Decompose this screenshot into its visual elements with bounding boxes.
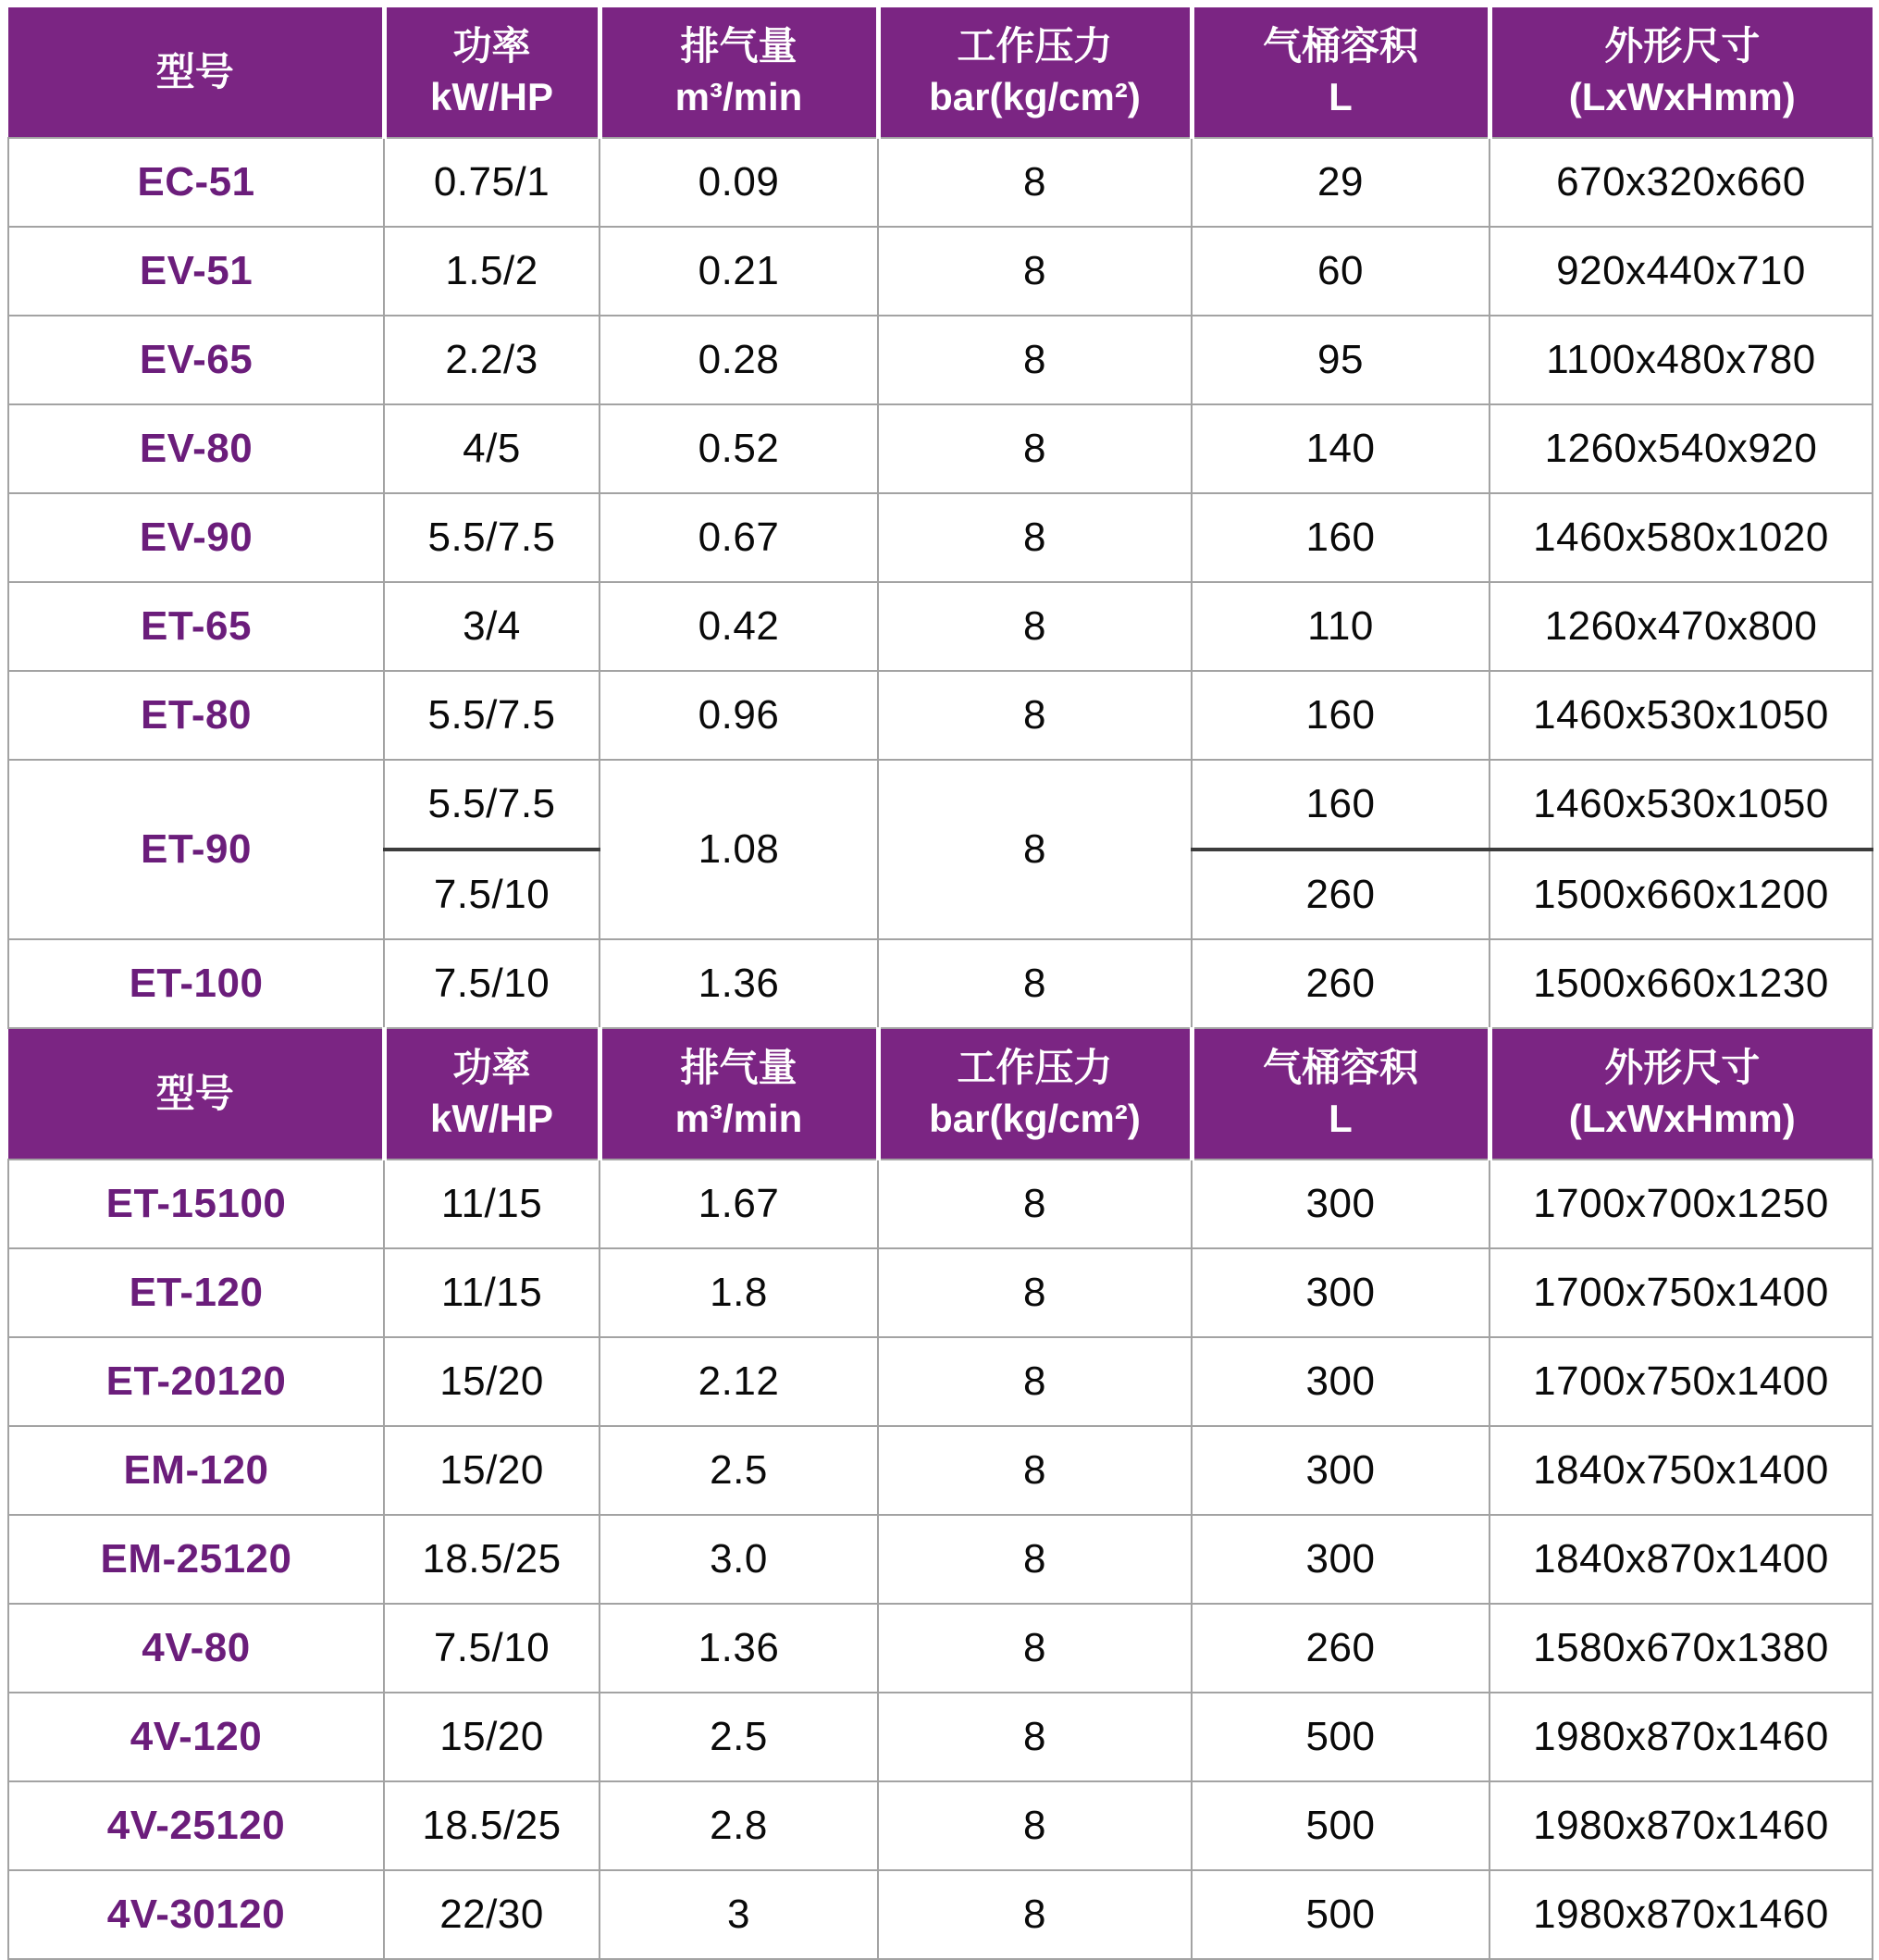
table-row [8, 227, 1873, 316]
header-cell-dimensions [1490, 7, 1873, 138]
model-cell: ET-100 [8, 939, 384, 1028]
header-label: 排气量 [680, 1046, 797, 1090]
displacement-cell: 1.8 [600, 1248, 878, 1337]
table-row [8, 1515, 1873, 1604]
header-cell-dimensions [1490, 1028, 1873, 1160]
header-unit: kW/HP [429, 1097, 553, 1140]
pressure-cell: 8 [878, 671, 1192, 760]
tank-cell: 95 [1192, 316, 1490, 404]
pressure-cell: 8 [878, 138, 1192, 227]
dimensions-cell: 1700x700x1250 [1490, 1160, 1873, 1248]
tank-cell: 160 [1192, 493, 1490, 582]
power-cell: 7.5/10 [384, 1604, 600, 1693]
dimensions-cell: 1580x670x1380 [1490, 1604, 1873, 1693]
model-cell: ET-80 [8, 671, 384, 760]
dimensions-cell: 1260x540x920 [1490, 404, 1873, 493]
pressure-cell: 8 [878, 1604, 1192, 1693]
tank-cell: 140 [1192, 404, 1490, 493]
pressure-cell: 8 [878, 1160, 1192, 1248]
pressure-cell: 8 [878, 316, 1192, 404]
displacement-cell: 0.96 [600, 671, 878, 760]
dimensions-cell: 1840x870x1400 [1490, 1515, 1873, 1604]
header-label: 气桶容积 [1262, 24, 1418, 68]
pressure-cell: 8 [878, 1693, 1192, 1781]
dimensions-cell: 1100x480x780 [1490, 316, 1873, 404]
table-row [8, 1870, 1873, 1959]
tank-cell: 300 [1192, 1160, 1490, 1248]
pressure-cell: 8 [878, 582, 1192, 671]
displacement-cell: 2.5 [600, 1426, 878, 1515]
power-cell: 7.5/10 [384, 939, 600, 1028]
pressure-cell: 8 [878, 939, 1192, 1028]
spec-table [7, 7, 1873, 1960]
displacement-cell: 1.36 [600, 1604, 878, 1693]
header-label: 外形尺寸 [1604, 1046, 1761, 1090]
model-cell: ET-120 [8, 1248, 384, 1337]
displacement-cell: 1.08 [600, 760, 878, 939]
header-unit: kW/HP [429, 75, 553, 118]
displacement-cell: 1.67 [600, 1160, 878, 1248]
header-row [8, 7, 1873, 138]
header-cell-tank [1192, 7, 1490, 138]
table-row [8, 1426, 1873, 1515]
header-unit: bar(kg/cm²) [929, 1097, 1141, 1140]
dimensions-cell: 1840x750x1400 [1490, 1426, 1873, 1515]
tank-cell: 300 [1192, 1515, 1490, 1604]
table-row [8, 582, 1873, 671]
header-label: 功率 [452, 24, 531, 68]
model-cell: EM-25120 [8, 1515, 384, 1604]
header-label: 工作压力 [957, 24, 1113, 68]
header-cell-tank [1192, 1028, 1490, 1160]
model-cell: EV-80 [8, 404, 384, 493]
dimensions-cell: 670x320x660 [1490, 138, 1873, 227]
dimensions-cell: 1260x470x800 [1490, 582, 1873, 671]
model-cell: 4V-25120 [8, 1781, 384, 1870]
model-cell: 4V-30120 [8, 1870, 384, 1959]
pressure-cell: 8 [878, 493, 1192, 582]
displacement-cell: 0.21 [600, 227, 878, 316]
tank-cell: 500 [1192, 1693, 1490, 1781]
header-unit: bar(kg/cm²) [929, 75, 1141, 118]
dimensions-cell: 1500x660x1230 [1490, 939, 1873, 1028]
power-cell: 0.75/1 [384, 138, 600, 227]
displacement-cell: 0.52 [600, 404, 878, 493]
power-cell: 18.5/25 [384, 1781, 600, 1870]
table-row [8, 493, 1873, 582]
header-unit: L [1329, 75, 1353, 118]
table-row [8, 760, 1873, 850]
power-cell: 15/20 [384, 1426, 600, 1515]
model-cell: ET-20120 [8, 1337, 384, 1426]
model-cell: EV-90 [8, 493, 384, 582]
model-cell: 4V-80 [8, 1604, 384, 1693]
tank-cell: 500 [1192, 1870, 1490, 1959]
tank-cell: 60 [1192, 227, 1490, 316]
dimensions-cell: 1980x870x1460 [1490, 1693, 1873, 1781]
tank-cell: 260 [1192, 850, 1490, 939]
table-row [8, 1781, 1873, 1870]
header-unit: (LxWxHmm) [1568, 75, 1796, 118]
model-cell: ET-15100 [8, 1160, 384, 1248]
displacement-cell: 0.67 [600, 493, 878, 582]
pressure-cell: 8 [878, 404, 1192, 493]
model-cell: 4V-120 [8, 1693, 384, 1781]
header-label: 工作压力 [957, 1046, 1113, 1090]
pressure-cell: 8 [878, 1337, 1192, 1426]
header-label: 气桶容积 [1262, 1046, 1418, 1090]
displacement-cell: 1.36 [600, 939, 878, 1028]
tank-cell: 500 [1192, 1781, 1490, 1870]
power-cell: 11/15 [384, 1160, 600, 1248]
pressure-cell: 8 [878, 760, 1192, 939]
header-cell-power [384, 7, 600, 138]
header-cell-power [384, 1028, 600, 1160]
power-cell: 11/15 [384, 1248, 600, 1337]
header-cell-displacement [600, 1028, 878, 1160]
model-cell: EC-51 [8, 138, 384, 227]
displacement-cell: 0.42 [600, 582, 878, 671]
displacement-cell: 0.28 [600, 316, 878, 404]
power-cell: 5.5/7.5 [384, 671, 600, 760]
header-label: 外形尺寸 [1604, 24, 1761, 68]
power-cell: 3/4 [384, 582, 600, 671]
displacement-cell: 2.8 [600, 1781, 878, 1870]
power-cell: 15/20 [384, 1693, 600, 1781]
power-cell: 7.5/10 [384, 850, 600, 939]
pressure-cell: 8 [878, 1515, 1192, 1604]
table-row [8, 1160, 1873, 1248]
header-label: 排气量 [680, 24, 797, 68]
tank-cell: 300 [1192, 1248, 1490, 1337]
model-cell: EV-65 [8, 316, 384, 404]
displacement-cell: 2.5 [600, 1693, 878, 1781]
table-row [8, 138, 1873, 227]
header-label: 型号 [155, 1071, 234, 1115]
dimensions-cell: 1700x750x1400 [1490, 1248, 1873, 1337]
pressure-cell: 8 [878, 227, 1192, 316]
header-cell-model [8, 1028, 384, 1160]
tank-cell: 300 [1192, 1337, 1490, 1426]
dimensions-cell: 1460x580x1020 [1490, 493, 1873, 582]
tank-cell: 160 [1192, 760, 1490, 850]
header-label: 型号 [155, 49, 234, 93]
table-row [8, 404, 1873, 493]
displacement-cell: 3 [600, 1870, 878, 1959]
pressure-cell: 8 [878, 1426, 1192, 1515]
power-cell: 22/30 [384, 1870, 600, 1959]
displacement-cell: 2.12 [600, 1337, 878, 1426]
tank-cell: 110 [1192, 582, 1490, 671]
header-cell-displacement [600, 7, 878, 138]
tank-cell: 260 [1192, 1604, 1490, 1693]
dimensions-cell: 920x440x710 [1490, 227, 1873, 316]
table-row [8, 939, 1873, 1028]
pressure-cell: 8 [878, 1781, 1192, 1870]
dimensions-cell: 1700x750x1400 [1490, 1337, 1873, 1426]
table-row [8, 316, 1873, 404]
model-cell: EV-51 [8, 227, 384, 316]
header-unit: (LxWxHmm) [1568, 1097, 1796, 1140]
dimensions-cell: 1980x870x1460 [1490, 1870, 1873, 1959]
header-unit: m³/min [674, 1097, 803, 1140]
power-cell: 4/5 [384, 404, 600, 493]
header-cell-pressure [878, 1028, 1192, 1160]
tank-cell: 260 [1192, 939, 1490, 1028]
dimensions-cell: 1460x530x1050 [1490, 671, 1873, 760]
tank-cell: 300 [1192, 1426, 1490, 1515]
table-row [8, 671, 1873, 760]
power-cell: 15/20 [384, 1337, 600, 1426]
displacement-cell: 0.09 [600, 138, 878, 227]
power-cell: 5.5/7.5 [384, 760, 600, 850]
power-cell: 1.5/2 [384, 227, 600, 316]
table-row [8, 1604, 1873, 1693]
header-row [8, 1028, 1873, 1160]
dimensions-cell: 1460x530x1050 [1490, 760, 1873, 850]
dimensions-cell: 1500x660x1200 [1490, 850, 1873, 939]
model-cell: EM-120 [8, 1426, 384, 1515]
model-cell: ET-65 [8, 582, 384, 671]
table-row [8, 1248, 1873, 1337]
tank-cell: 160 [1192, 671, 1490, 760]
power-cell: 2.2/3 [384, 316, 600, 404]
header-unit: m³/min [674, 75, 803, 118]
header-cell-model [8, 7, 384, 138]
displacement-cell: 3.0 [600, 1515, 878, 1604]
header-unit: L [1329, 1097, 1353, 1140]
dimensions-cell: 1980x870x1460 [1490, 1781, 1873, 1870]
model-cell: ET-90 [8, 760, 384, 939]
power-cell: 18.5/25 [384, 1515, 600, 1604]
pressure-cell: 8 [878, 1248, 1192, 1337]
pressure-cell: 8 [878, 1870, 1192, 1959]
table-row [8, 1337, 1873, 1426]
table-row [8, 1693, 1873, 1781]
header-label: 功率 [452, 1046, 531, 1090]
power-cell: 5.5/7.5 [384, 493, 600, 582]
header-cell-pressure [878, 7, 1192, 138]
tank-cell: 29 [1192, 138, 1490, 227]
